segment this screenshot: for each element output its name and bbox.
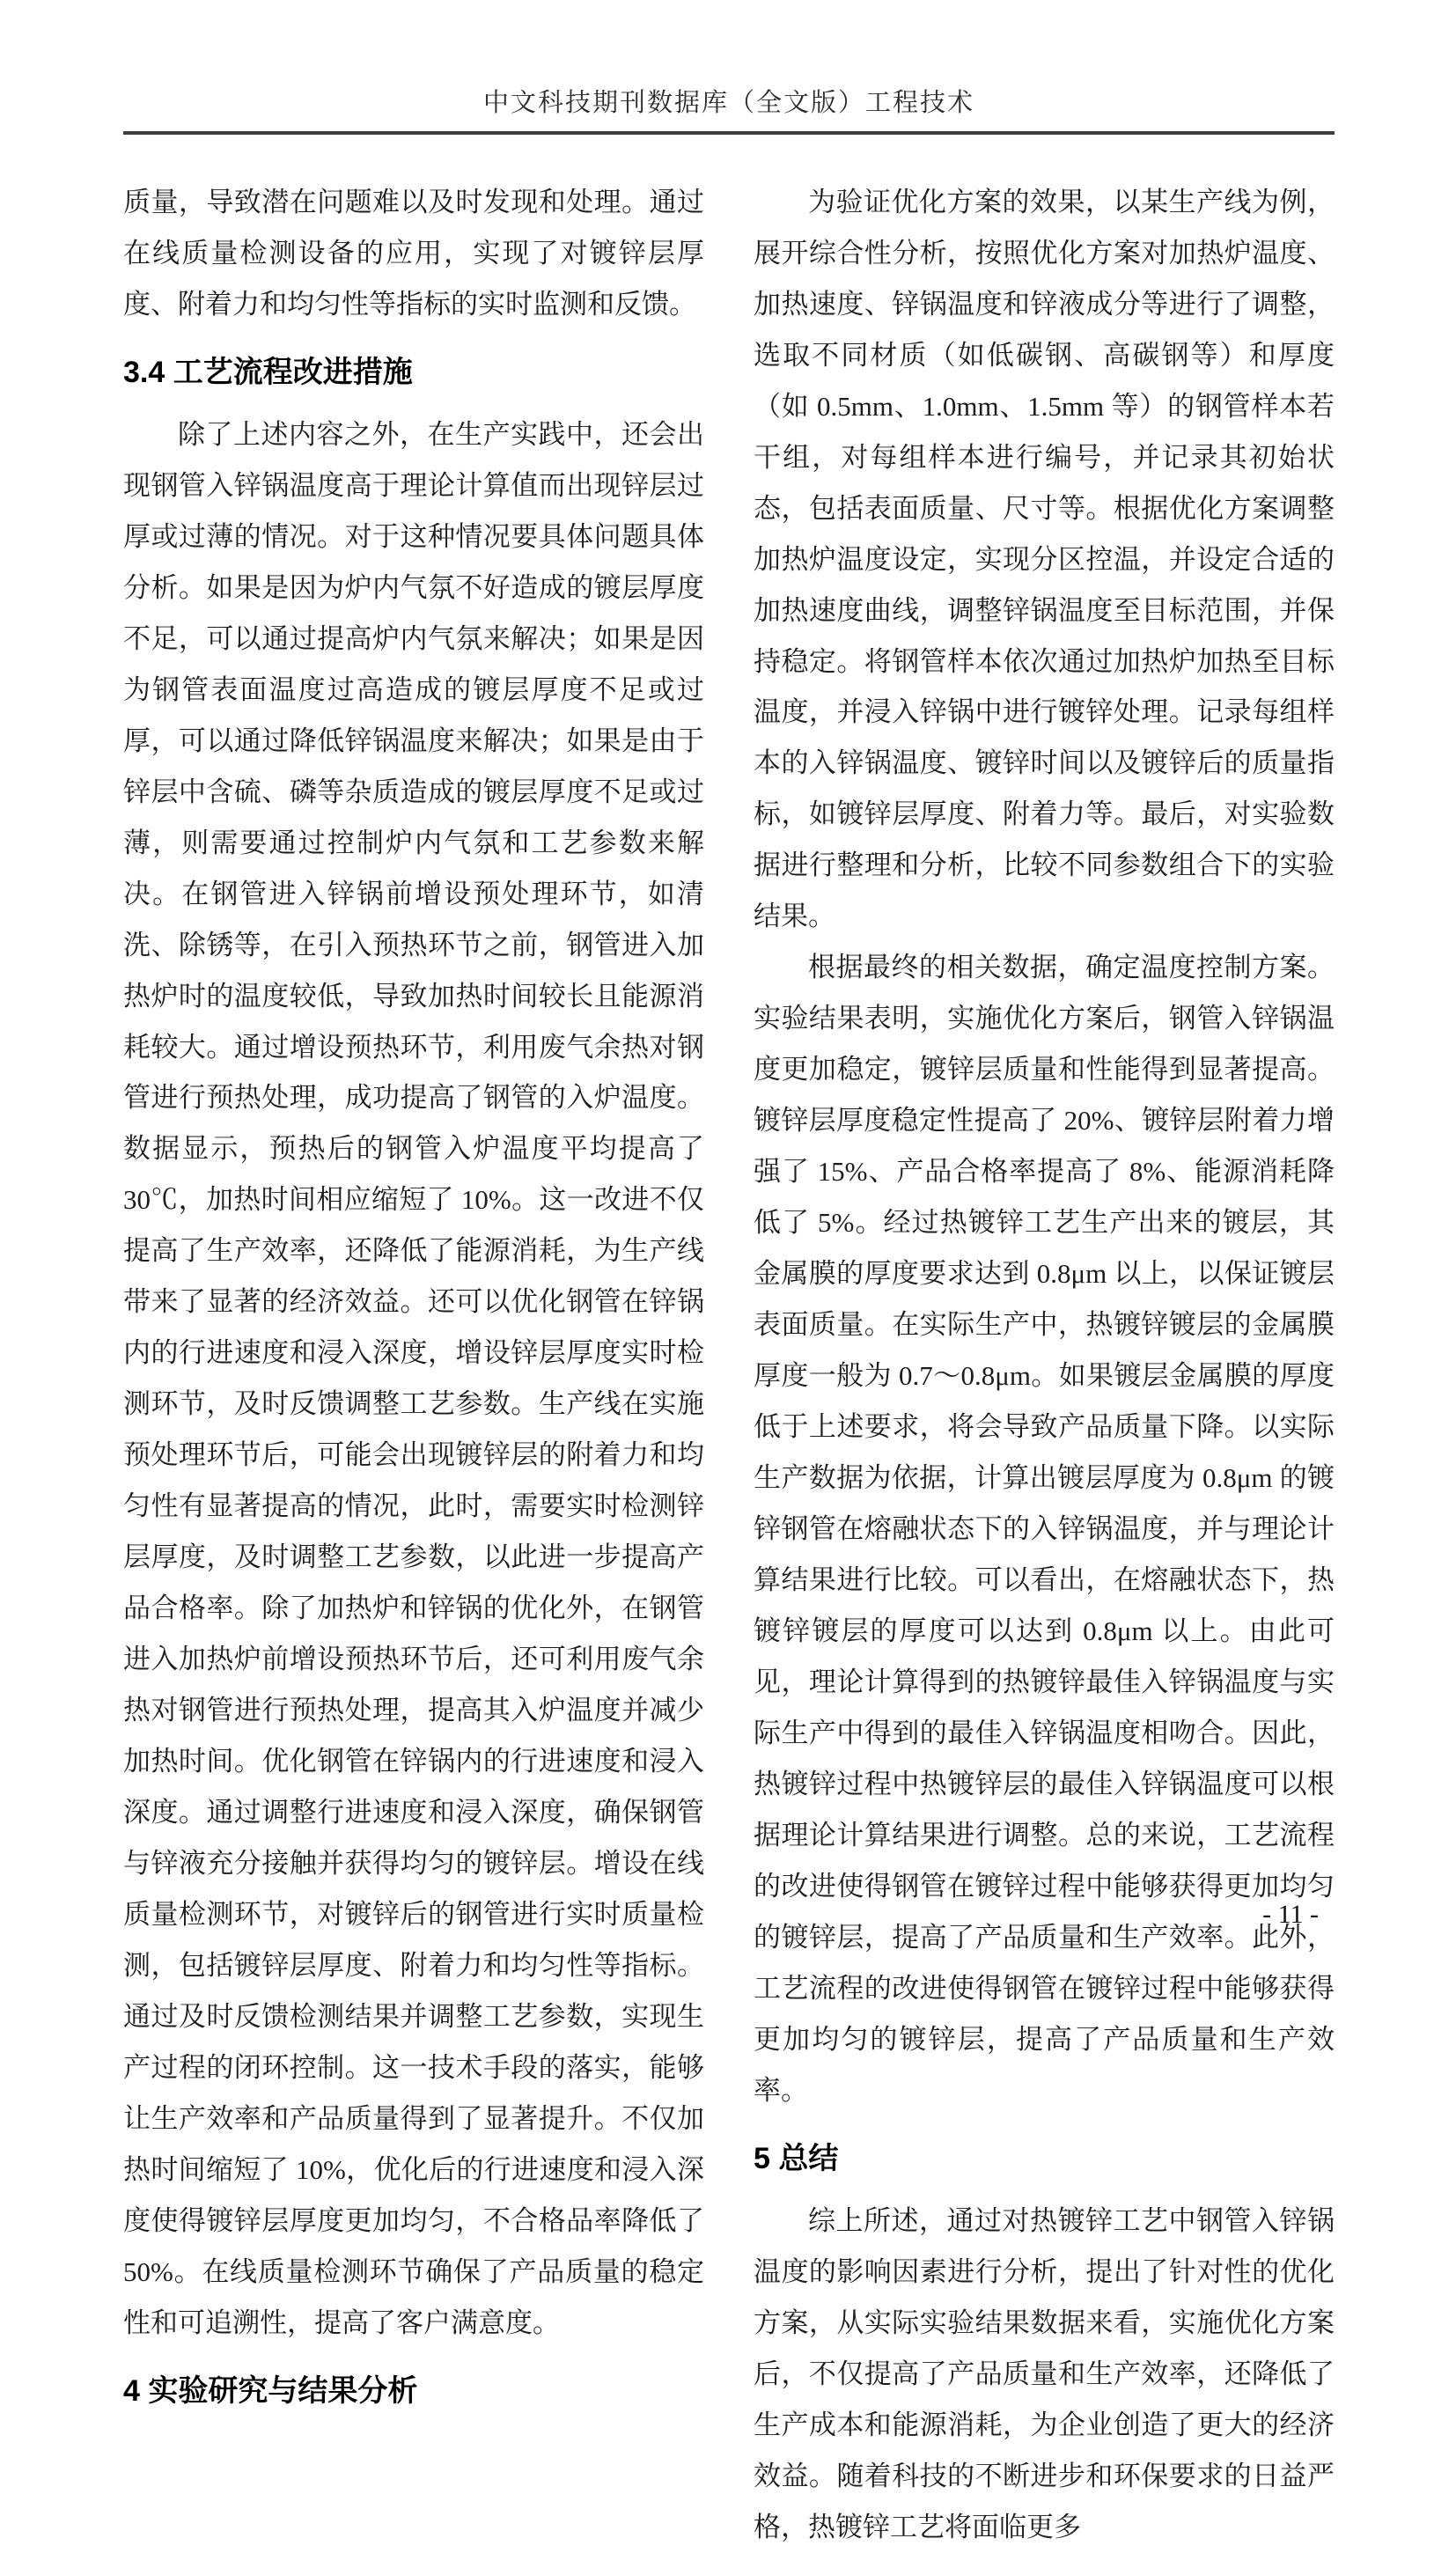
right-column — [754, 177, 1335, 2553]
paragraph-experiment-setup: 为验证优化方案的效果，以某生产线为例，展开综合性分析，按照优化方案对加热炉温度、加热速度、锌锅温度和锌液成分等进行了调整，选取不同材质（如低碳钢、高碳钢等）和厚度（如 0.5mm、1.0mm、1.5mm 等）的钢管样本若干组，对每组样本进行编号，并记录其初始状态，包括表面质量、尺寸等。根据优化方案调整加热炉温度设定，实现分区控温，并设定合适的加热速度曲线，调整锌锅温度至目标范围，并保持稳定。将钢管样本依次通过加热炉加热至目标温度，并浸入锌锅中进行镀锌处理。记录每组样本的入锌锅温度、镀锌时间以及镀锌后的质量指标，如镀锌层厚度、附着力等。最后，对实验数据进行整理和分析，比较不同参数组合下的实验结果。 — [754, 186, 1335, 932]
paragraph-experiment-results: 根据最终的相关数据，确定温度控制方案。实验结果表明，实施优化方案后，钢管入锌锅温度更加稳定，镀锌层质量和性能得到显著提高。镀锌层厚度稳定性提高了 20%、镀锌层附着力增强了 15%、产品合格率提高了 8%、能源消耗降低了 5%。经过热镀锌工艺生产出来的镀层，其金属膜的厚度要求达到 0.8μm 以上，以保证镀层表面质量。在实际生产中，热镀锌镀层的金属膜厚度一般为 0.7～0.8μm。如果镀层金属膜的厚度低于上述要求，将会导致产品质量下降。以实际生产数据为依据，计算出镀层厚度为 0.8μm 的镀锌钢管在熔融状态下的入锌锅温度，并与理论计算结果进行比较。可以看出，在熔融状态下，热镀锌镀层的厚度可以达到 0.8μm 以上。由此可见，理论计算得到的热镀锌最佳入锌锅温度与实际生产中得到的最佳入锌锅温度相吻合。因此，热镀锌过程中热镀锌层的最佳入锌锅温度可以根据理论计算结果进行调整。总的来说，工艺流程的改进使得钢管在镀锌过程中能够获得更加均匀的镀锌层，提高了产品质量和生产效率。此外，工艺流程的改进使得钢管在镀锌过程中能够获得更加均匀的镀锌层，提高了产品质量和生产效率。 — [754, 952, 1335, 2106]
paper-page — [123, 88, 1335, 2553]
header-rule — [123, 131, 1335, 135]
paragraph-process-improvement: 除了上述内容之外，在生产实践中，还会出现钢管入锌锅温度高于理论计算值而出现锌层过厚或过薄的情况。对于这种情况要具体问题具体分析。如果是因为炉内气氛不好造成的镀层厚度不足，可以通过提高炉内气氛来解决；如果是因为钢管表面温度过高造成的镀层厚度不足或过厚，可以通过降低锌锅温度来解决；如果是由于锌层中含硫、磷等杂质造成的镀层厚度不足或过薄，则需要通过控制炉内气氛和工艺参数来解决。在钢管进入锌锅前增设预处理环节，如清洗、除锈等，在引入预热环节之前，钢管进入加热炉时的温度较低，导致加热时间较长且能源消耗较大。通过增设预热环节，利用废气余热对钢管进行预热处理，成功提高了钢管的入炉温度。数据显示，预热后的钢管入炉温度平均提高了 30℃，加热时间相应缩短了 10%。这一改进不仅提高了生产效率，还降低了能源消耗，为生产线带来了显著的经济效益。还可以优化钢管在锌锅内的行进速度和浸入深度，增设锌层厚度实时检测环节，及时反馈调整工艺参数。生产线在实施预处理环节后，可能会出现镀锌层的附着力和均匀性有显著提高的情况，此时，需要实时检测锌层厚度，及时调整工艺参数，以此进一步提高产品合格率。除了加热炉和锌锅的优化外，在钢管进入加热炉前增设预热环节后，还可利用废气余热对钢管进行预热处理，提高其入炉温度并减少加热时间。优化钢管在锌锅内的行进速度和浸入深度。通过调整行进速度和浸入深度，确保钢管与锌液充分接触并获得均匀的镀锌层。增设在线质量检测环节，对镀锌后的钢管进行实时质量检测，包括镀锌层厚度、附着力和均匀性等指标。通过及时反馈检测结果并调整工艺参数，实现生产过程的闭环控制。这一技术手段的落实，能够让生产效率和产品质量得到了显著提升。不仅加热时间缩短了 10%，优化后的行进速度和浸入深度使得镀锌层厚度更加均匀，不合格品率降低了 50%。在线质量检测环节确保了产品质量的稳定性和可追溯性，提高了客户满意度。 — [123, 418, 704, 2338]
left-column — [123, 177, 704, 2553]
page-number: - 11 - — [1262, 1900, 1319, 1929]
section-heading-4: 4 实验研究与结果分析 — [123, 2373, 418, 2408]
two-column-body — [123, 177, 1335, 2553]
section-heading-3-4: 3.4 工艺流程改进措施 — [123, 355, 413, 389]
paragraph-summary: 综上所述，通过对热镀锌工艺中钢管入锌锅温度的影响因素进行分析，提出了针对性的优化方案，从实际实验结果数据来看，实施优化方案后，不仅提高了产品质量和生产效率，还降低了生产成本和能源消耗，为企业创造了更大的经济效益。随着科技的不断进步和环保要求的日益严格，热镀锌工艺将面临更多 — [754, 2204, 1335, 2542]
journal-header-title: 中文科技期刊数据库（全文版）工程技术 — [482, 89, 974, 117]
paragraph-continuation: 质量，导致潜在问题难以及时发现和处理。通过在线质量检测设备的应用，实现了对镀锌层厚度、附着力和均匀性等指标的实时监测和反馈。 — [123, 186, 704, 320]
section-heading-5: 5 总结 — [754, 2141, 839, 2175]
